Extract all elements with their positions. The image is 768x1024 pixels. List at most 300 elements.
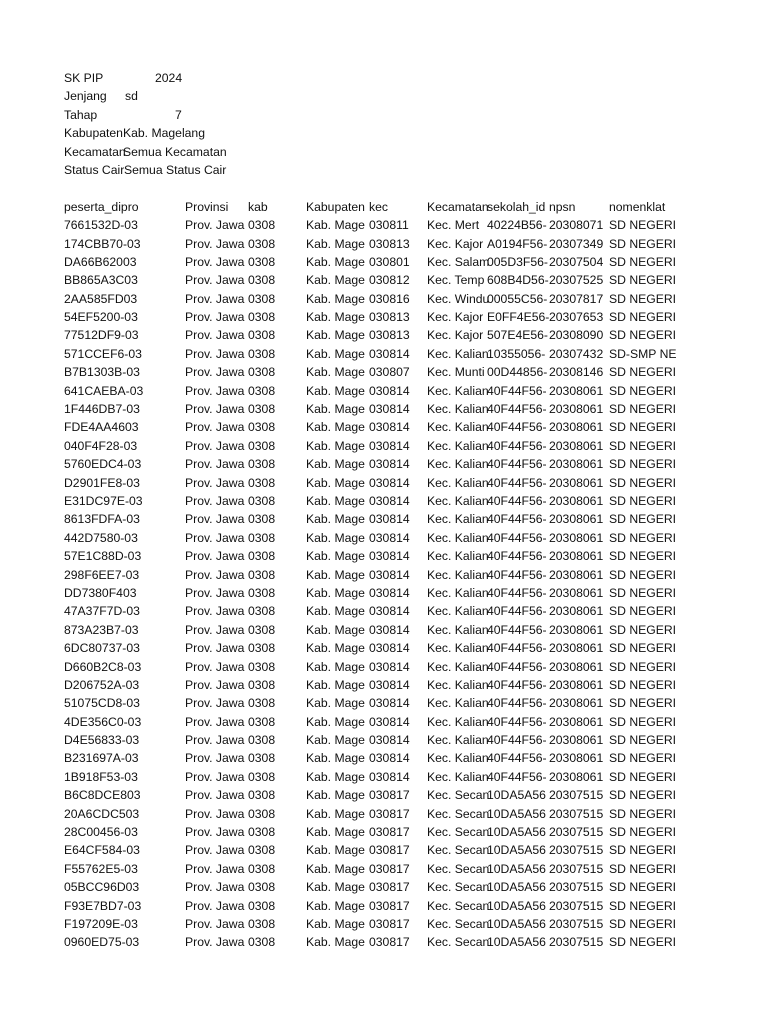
parameter-value: 7	[175, 107, 182, 122]
table-cell: Prov. Jawa	[185, 383, 245, 398]
table-cell: Kec. Kalian	[427, 604, 489, 619]
parameter-row	[64, 124, 668, 142]
table-cell: Prov. Jawa	[185, 696, 245, 711]
table-cell: Prov. Jawa	[185, 825, 245, 840]
table-cell: 030817	[369, 916, 410, 931]
table-cell: 0308	[248, 310, 276, 325]
table-cell: 0308	[248, 512, 276, 527]
table-cell: Kec. Secan	[427, 825, 490, 840]
table-cell: 10DA5A56	[487, 916, 546, 931]
table-cell: 10DA5A56	[487, 880, 546, 895]
column-header: Kecamatan	[427, 199, 489, 214]
table-cell: Kec. Kalian	[427, 346, 489, 361]
table-cell: Kab. Mage	[306, 935, 365, 950]
table-cell: Kec. Kalian	[427, 549, 489, 564]
table-cell: 10DA5A56	[487, 861, 546, 876]
table-row	[64, 860, 677, 878]
table-cell: 2AA585FD03	[64, 291, 138, 306]
table-cell: SD NEGERI	[609, 438, 677, 453]
table-cell: 10DA5A56	[487, 788, 546, 803]
table-cell: 40F44F56-	[487, 585, 547, 600]
parameter-row	[64, 87, 668, 105]
table-cell: SD NEGERI	[609, 254, 677, 269]
table-cell: D206752A-03	[64, 677, 140, 692]
table-cell: Kec. Kalian	[427, 512, 489, 527]
table-cell: Prov. Jawa	[185, 549, 245, 564]
table-cell: B231697A-03	[64, 751, 139, 766]
table-cell: Prov. Jawa	[185, 420, 245, 435]
table-cell: 20307432	[549, 346, 604, 361]
table-cell: 10DA5A56	[487, 898, 546, 913]
table-cell: 0308	[248, 493, 276, 508]
table-cell: 1F446DB7-03	[64, 402, 140, 417]
table-cell: SD NEGERI	[609, 236, 677, 251]
table-cell: B6C8DCE803	[64, 788, 141, 803]
table-cell: 1B918F53-03	[64, 769, 138, 784]
table-cell: Kab. Mage	[306, 530, 365, 545]
table-cell: 0308	[248, 733, 276, 748]
table-cell: SD NEGERI	[609, 916, 677, 931]
table-row	[64, 253, 677, 271]
table-cell: 0308	[248, 916, 276, 931]
table-cell: Kab. Mage	[306, 475, 365, 490]
table-row	[64, 382, 677, 400]
table-cell: SD NEGERI	[609, 310, 677, 325]
table-cell: 10DA5A56	[487, 843, 546, 858]
table-cell: 030817	[369, 880, 410, 895]
table-cell: D660B2C8-03	[64, 659, 142, 674]
table-cell: Kab. Mage	[306, 751, 365, 766]
table-cell: Kec. Secan	[427, 861, 490, 876]
table-cell: 54EF5200-03	[64, 310, 138, 325]
table-cell: 6DC80737-03	[64, 641, 140, 656]
table-cell: 030817	[369, 861, 410, 876]
table-cell: Kab. Mage	[306, 861, 365, 876]
table-cell: Kab. Mage	[306, 310, 365, 325]
table-header	[64, 198, 668, 216]
table-cell: Kab. Mage	[306, 825, 365, 840]
table-cell: 641CAEBA-03	[64, 383, 144, 398]
table-cell: 030814	[369, 604, 410, 619]
table-cell: Kec. Kalian	[427, 567, 489, 582]
column-header: Provinsi	[185, 199, 229, 214]
table-cell: B7B1303B-03	[64, 365, 140, 380]
table-cell: 030817	[369, 898, 410, 913]
table-cell: 20308061	[549, 457, 604, 472]
table-row	[64, 658, 677, 676]
parameter-value: sd	[125, 89, 138, 104]
table-cell: Kec. Kalian	[427, 769, 489, 784]
table-row	[64, 566, 677, 584]
table-cell: 030814	[369, 677, 410, 692]
table-cell: 10355056-	[487, 346, 546, 361]
spreadsheet-page	[64, 69, 677, 952]
table-row	[64, 621, 677, 639]
table-cell: 030814	[369, 696, 410, 711]
table-cell: 40F44F56-	[487, 622, 547, 637]
table-cell: 40F44F56-	[487, 714, 547, 729]
table-row	[64, 933, 677, 951]
table-cell: Kab. Mage	[306, 843, 365, 858]
table-cell: 20307515	[549, 806, 604, 821]
table-row	[64, 547, 677, 565]
table-cell: F93E7BD7-03	[64, 898, 142, 913]
table-cell: Prov. Jawa	[185, 475, 245, 490]
table-cell: SD NEGERI	[609, 641, 677, 656]
table-cell: 0308	[248, 438, 276, 453]
table-cell: Kab. Mage	[306, 273, 365, 288]
table-cell: Kab. Mage	[306, 769, 365, 784]
table-cell: 0308	[248, 530, 276, 545]
table-cell: 20308061	[549, 659, 604, 674]
table-cell: 40F44F56-	[487, 641, 547, 656]
table-cell: SD NEGERI	[609, 622, 677, 637]
table-cell: SD NEGERI	[609, 659, 677, 674]
table-cell: Prov. Jawa	[185, 365, 245, 380]
parameter-row	[64, 143, 668, 161]
table-cell: 0308	[248, 677, 276, 692]
table-cell: Kec. Kajor	[427, 310, 484, 325]
table-cell: Kab. Mage	[306, 420, 365, 435]
table-cell: 030813	[369, 328, 410, 343]
table-cell: SD NEGERI	[609, 751, 677, 766]
table-cell: 40F44F56-	[487, 402, 547, 417]
table-cell: Kec. Kajor	[427, 328, 484, 343]
table-cell: DD7380F403	[64, 585, 137, 600]
table-cell: 030814	[369, 475, 410, 490]
report-parameters	[64, 69, 668, 179]
table-cell: Kab. Mage	[306, 365, 365, 380]
table-cell: 030816	[369, 291, 410, 306]
table-cell: 40F44F56-	[487, 659, 547, 674]
table-row	[64, 694, 677, 712]
table-cell: Kab. Mage	[306, 254, 365, 269]
table-cell: SD NEGERI	[609, 825, 677, 840]
table-cell: Prov. Jawa	[185, 218, 245, 233]
parameter-value: Kab. Magelang	[123, 126, 205, 141]
table-cell: 20307504	[549, 254, 604, 269]
table-cell: Kab. Mage	[306, 677, 365, 692]
table-cell: 40F44F56-	[487, 457, 547, 472]
table-cell: 174CBB70-03	[64, 236, 141, 251]
table-cell: 030814	[369, 457, 410, 472]
table-cell: 77512DF9-03	[64, 328, 139, 343]
table-cell: Kec. Kalian	[427, 530, 489, 545]
table-cell: SD NEGERI	[609, 861, 677, 876]
table-cell: SD NEGERI	[609, 677, 677, 692]
table-cell: SD NEGERI	[609, 585, 677, 600]
table-cell: Prov. Jawa	[185, 622, 245, 637]
table-cell: 40F44F56-	[487, 677, 547, 692]
table-cell: E31DC97E-03	[64, 493, 143, 508]
table-cell: D4E56833-03	[64, 733, 140, 748]
table-cell: 873A23B7-03	[64, 622, 139, 637]
table-row	[64, 455, 677, 473]
table-cell: Prov. Jawa	[185, 677, 245, 692]
table-cell: 20308090	[549, 328, 604, 343]
table-row	[64, 897, 677, 915]
table-cell: Kab. Mage	[306, 585, 365, 600]
table-cell: Kab. Mage	[306, 733, 365, 748]
table-cell: Kab. Mage	[306, 328, 365, 343]
table-cell: Kab. Mage	[306, 493, 365, 508]
table-cell: 030813	[369, 310, 410, 325]
table-cell: 40F44F56-	[487, 769, 547, 784]
table-cell: 0308	[248, 604, 276, 619]
column-header: peserta_dipro	[64, 199, 139, 214]
table-cell: Kec. Secan	[427, 788, 490, 803]
table-cell: 030814	[369, 420, 410, 435]
table-cell: Kab. Mage	[306, 659, 365, 674]
table-row	[64, 786, 677, 804]
table-cell: 608B4D56-	[487, 273, 549, 288]
table-row	[64, 805, 677, 823]
table-cell: SD NEGERI	[609, 935, 677, 950]
table-cell: 20307525	[549, 273, 604, 288]
table-cell: 040F4F28-03	[64, 438, 138, 453]
table-cell: Kab. Mage	[306, 696, 365, 711]
table-cell: SD NEGERI	[609, 843, 677, 858]
table-cell: Prov. Jawa	[185, 898, 245, 913]
table-cell: SD NEGERI	[609, 714, 677, 729]
table-row	[64, 418, 677, 436]
table-cell: Kec. Kalian	[427, 475, 489, 490]
table-cell: SD NEGERI	[609, 365, 677, 380]
table-cell: 20308071	[549, 218, 604, 233]
table-row	[64, 749, 677, 767]
table-cell: SD NEGERI	[609, 273, 677, 288]
table-cell: 20308061	[549, 733, 604, 748]
column-header: nomenklat	[609, 199, 666, 214]
table-cell: 20308061	[549, 751, 604, 766]
table-cell: Prov. Jawa	[185, 714, 245, 729]
table-cell: DA66B62003	[64, 254, 137, 269]
table-cell: SD NEGERI	[609, 806, 677, 821]
table-cell: 40F44F56-	[487, 604, 547, 619]
table-cell: 005D3F56-	[487, 254, 548, 269]
table-cell: 0308	[248, 328, 276, 343]
table-cell: Prov. Jawa	[185, 457, 245, 472]
table-row	[64, 639, 677, 657]
table-cell: 57E1C88D-03	[64, 549, 142, 564]
table-cell: SD NEGERI	[609, 457, 677, 472]
table-cell: 20308061	[549, 769, 604, 784]
column-header: kec	[369, 199, 388, 214]
table-cell: 20307515	[549, 861, 604, 876]
column-header: npsn	[549, 199, 576, 214]
table-cell: 442D7580-03	[64, 530, 138, 545]
table-cell: Prov. Jawa	[185, 493, 245, 508]
table-cell: 20308061	[549, 512, 604, 527]
table-cell: FDE4AA4603	[64, 420, 139, 435]
table-cell: Kec. Mert	[427, 218, 480, 233]
table-cell: 030814	[369, 659, 410, 674]
table-cell: 0308	[248, 898, 276, 913]
table-cell: Kec. Kalian	[427, 677, 489, 692]
table-row	[64, 713, 677, 731]
table-cell: 507E4E56-	[487, 328, 548, 343]
table-cell: Kec. Kalian	[427, 714, 489, 729]
parameter-value: Semua Kecamatan	[123, 144, 227, 159]
table-cell: Prov. Jawa	[185, 861, 245, 876]
parameter-value: Semua Status Cair	[124, 162, 227, 177]
table-cell: 20308061	[549, 714, 604, 729]
table-cell: 030814	[369, 530, 410, 545]
table-cell: 05BCC96D03	[64, 880, 140, 895]
table-cell: Prov. Jawa	[185, 530, 245, 545]
table-cell: 030814	[369, 438, 410, 453]
table-cell: 28C00456-03	[64, 825, 138, 840]
table-cell: Prov. Jawa	[185, 641, 245, 656]
table-cell: 20A6CDC503	[64, 806, 140, 821]
table-cell: F55762E5-03	[64, 861, 138, 876]
table-cell: 20307349	[549, 236, 604, 251]
table-cell: 20307515	[549, 788, 604, 803]
table-cell: 20308061	[549, 604, 604, 619]
table-cell: 40F44F56-	[487, 475, 547, 490]
table-cell: Kec. Temp	[427, 273, 485, 288]
table-body	[64, 216, 677, 952]
table-cell: 0308	[248, 457, 276, 472]
parameter-label: SK PIP	[64, 71, 104, 85]
table-row	[64, 602, 677, 620]
table-cell: D2901FE8-03	[64, 475, 140, 490]
table-cell: Prov. Jawa	[185, 751, 245, 766]
table-cell: Kec. Windu	[427, 291, 490, 306]
table-cell: Kab. Mage	[306, 402, 365, 417]
table-cell: 20307515	[549, 935, 604, 950]
table-cell: 20307515	[549, 898, 604, 913]
table-cell: Kec. Kalian	[427, 585, 489, 600]
table-cell: Kec. Salam	[427, 254, 490, 269]
table-cell: SD NEGERI	[609, 402, 677, 417]
table-cell: 40F44F56-	[487, 383, 547, 398]
table-cell: Kab. Mage	[306, 604, 365, 619]
table-cell: 0308	[248, 861, 276, 876]
table-cell: Prov. Jawa	[185, 806, 245, 821]
table-cell: 030814	[369, 641, 410, 656]
table-cell: 030814	[369, 549, 410, 564]
table-cell: SD NEGERI	[609, 604, 677, 619]
table-cell: Kec. Kalian	[427, 733, 489, 748]
table-cell: 20308061	[549, 677, 604, 692]
table-cell: SD NEGERI	[609, 880, 677, 895]
table-cell: Kab. Mage	[306, 622, 365, 637]
table-cell: 20307515	[549, 843, 604, 858]
table-cell: Prov. Jawa	[185, 769, 245, 784]
table-cell: F197209E-03	[64, 916, 138, 931]
table-row	[64, 676, 677, 694]
table-cell: 0308	[248, 935, 276, 950]
table-cell: 0308	[248, 714, 276, 729]
table-cell: Prov. Jawa	[185, 236, 245, 251]
table-cell: 40224B56-	[487, 218, 547, 233]
table-row	[64, 216, 677, 234]
table-row	[64, 290, 677, 308]
table-cell: Kab. Mage	[306, 512, 365, 527]
table-cell: 0308	[248, 254, 276, 269]
table-cell: Kab. Mage	[306, 898, 365, 913]
table-cell: 40F44F56-	[487, 420, 547, 435]
table-cell: Prov. Jawa	[185, 585, 245, 600]
table-cell: 0308	[248, 420, 276, 435]
table-cell: Kab. Mage	[306, 806, 365, 821]
table-cell: 030814	[369, 769, 410, 784]
table-cell: 20307515	[549, 825, 604, 840]
table-cell: 0308	[248, 788, 276, 803]
table-cell: 40F44F56-	[487, 438, 547, 453]
table-cell: 030811	[369, 218, 409, 233]
table-cell: 0308	[248, 383, 276, 398]
table-cell: Kec. Kajor	[427, 236, 484, 251]
table-cell: 20308061	[549, 475, 604, 490]
table-cell: SD NEGERI	[609, 898, 677, 913]
table-cell: Kec. Kalian	[427, 641, 489, 656]
table-row	[64, 529, 677, 547]
table-cell: Kec. Kalian	[427, 622, 489, 637]
table-cell: 0308	[248, 475, 276, 490]
parameter-row	[64, 69, 668, 87]
table-cell: Kab. Mage	[306, 236, 365, 251]
table-cell: 030817	[369, 825, 410, 840]
table-cell: Prov. Jawa	[185, 659, 245, 674]
table-cell: SD NEGERI	[609, 475, 677, 490]
table-row	[64, 492, 677, 510]
table-cell: 0308	[248, 402, 276, 417]
table-cell: 0308	[248, 659, 276, 674]
parameter-row	[64, 161, 668, 179]
table-cell: SD NEGERI	[609, 420, 677, 435]
table-cell: SD NEGERI	[609, 291, 677, 306]
table-cell: E64CF584-03	[64, 843, 140, 858]
table-cell: 40F44F56-	[487, 512, 547, 527]
table-cell: 030814	[369, 733, 410, 748]
column-header: kab	[248, 199, 268, 214]
table-row	[64, 326, 677, 344]
table-cell: Kab. Mage	[306, 438, 365, 453]
table-cell: Prov. Jawa	[185, 512, 245, 527]
table-cell: E0FF4E56-	[487, 310, 550, 325]
table-cell: SD NEGERI	[609, 549, 677, 564]
table-row	[64, 363, 677, 381]
table-cell: SD NEGERI	[609, 328, 677, 343]
table-cell: Kec. Kalian	[427, 383, 489, 398]
table-cell: Prov. Jawa	[185, 788, 245, 803]
table-row	[64, 878, 677, 896]
table-cell: Kec. Kalian	[427, 696, 489, 711]
table-cell: 20308061	[549, 438, 604, 453]
table-cell: 20308061	[549, 493, 604, 508]
table-cell: 0308	[248, 622, 276, 637]
table-cell: Kec. Secan	[427, 806, 490, 821]
table-cell: 20308061	[549, 622, 604, 637]
table-cell: Prov. Jawa	[185, 328, 245, 343]
table-cell: 030817	[369, 806, 410, 821]
table-cell: Prov. Jawa	[185, 346, 245, 361]
table-cell: 0308	[248, 880, 276, 895]
table-cell: 0308	[248, 567, 276, 582]
table-cell: 030814	[369, 402, 410, 417]
table-cell: 030801	[369, 254, 410, 269]
table-row	[64, 437, 677, 455]
table-cell: Kab. Mage	[306, 641, 365, 656]
table-cell: 7661532D-03	[64, 218, 138, 233]
table-cell: 0308	[248, 273, 276, 288]
table-row	[64, 271, 677, 289]
table-cell: Kec. Kalian	[427, 751, 489, 766]
table-cell: 51075CD8-03	[64, 696, 140, 711]
table-cell: 030814	[369, 567, 410, 582]
